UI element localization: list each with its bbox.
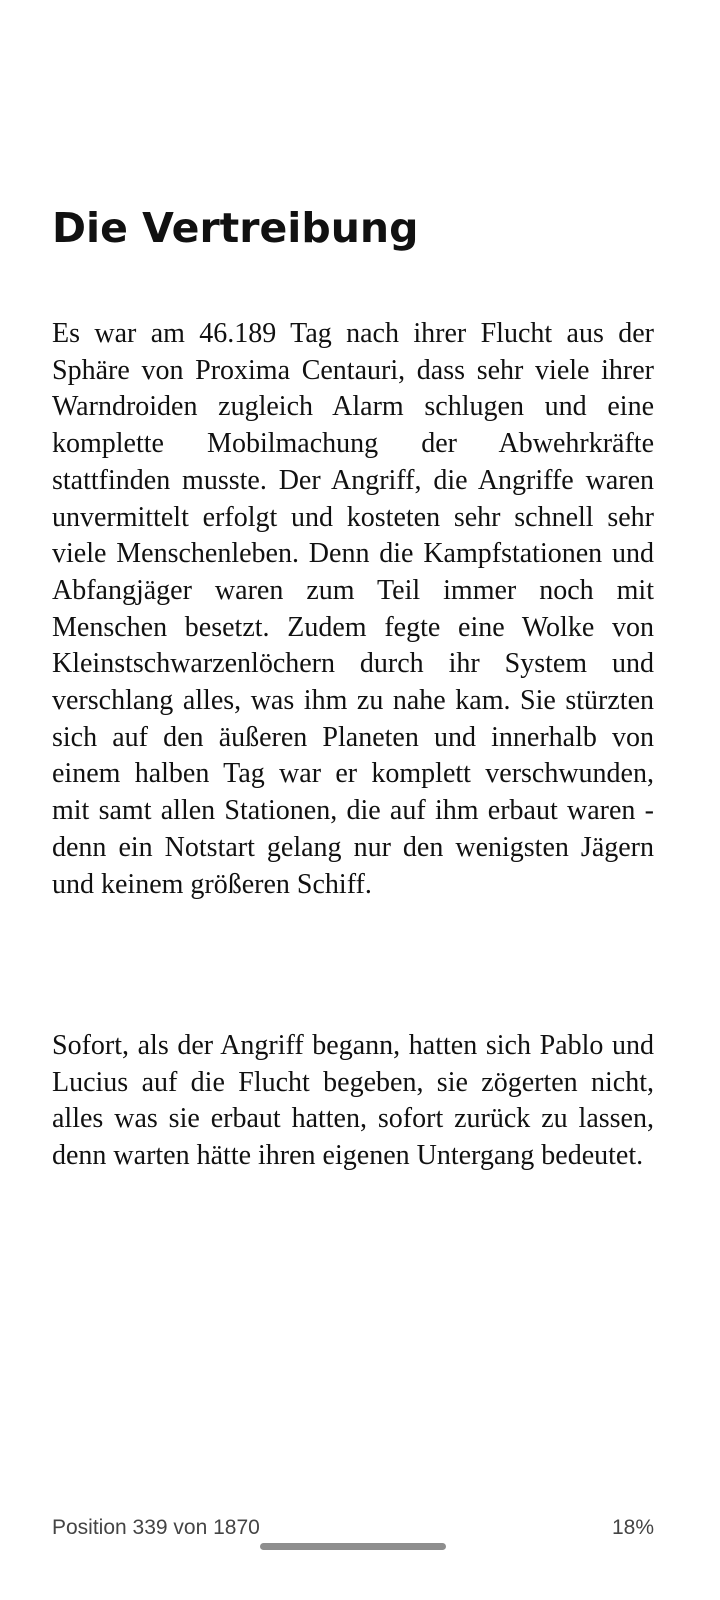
chapter-title: Die Vertreibung xyxy=(52,204,419,252)
reading-position-label[interactable]: Position 339 von 1870 xyxy=(52,1516,260,1539)
reading-progress-percent[interactable]: 18% xyxy=(611,1516,654,1539)
paragraph-1: Es war am 46.189 Tag nach ihrer Flucht aus der Sphäre von Proxima Centauri, dass sehr viele ihrer Warndroiden zugleich Alarm schlugen und eine komplette Mobilmachung der Abwehrkräfte stattfinden musste. Der Angriff, die Angriffe waren unvermittelt erfolgt und kosteten sehr schnell sehr viele Menschenleben. Denn die Kampfstationen und Abfangjäger waren zum Teil immer noch mit Menschen besetzt. Zudem fegte eine Wolke von Kleinstschwarzenlöchern durch ihr System und verschlang alles, was ihm zu nahe kam. Sie stürzten sich auf den äußeren Planeten und innerhalb von einem halben Tag war er komplett verschwunden, mit samt allen Stationen, die auf ihm erbaut waren - denn ein Notstart gelang nur den wenigsten Jägern und keinem größeren Schiff. xyxy=(52,318,654,900)
paragraph-2: Sofort, als der Angriff begann, hatten sich Pablo und Lucius auf die Flucht begeben, sie zögerten nicht, alles was sie erbaut hatten, sofort zurück zu lassen, denn warten hätte ihren eigenen Untergang bedeutet. xyxy=(52,1030,654,1172)
home-indicator-bar[interactable] xyxy=(260,1543,446,1550)
